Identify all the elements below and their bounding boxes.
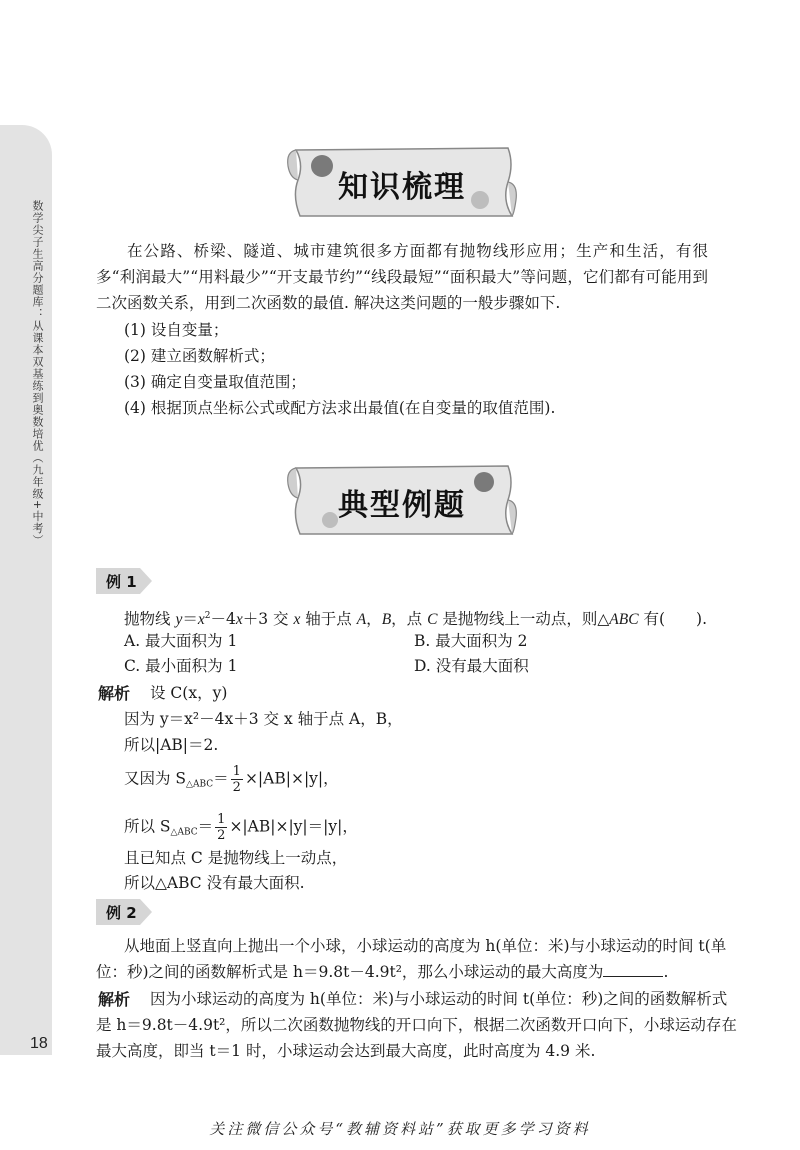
fraction-half: $\frac{1}{2}$ <box>217 812 226 843</box>
example-2-question-line-1: 从地面上竖直向上抛出一个小球，小球运动的高度为 h(单位：米)与小球运动的时间 t(单 <box>124 937 727 955</box>
step-4: (4) 根据顶点坐标公式或配方法求出最值(在自变量的取值范围). <box>124 399 556 417</box>
option-d: D. 没有最大面积 <box>414 657 529 675</box>
analysis-1-line-4: 又因为 $S_{\triangle ABC}=$ $\frac{1}{2}$ ×|AB|×|y|， <box>124 764 339 795</box>
fraction-half: $\frac{1}{2}$ <box>232 764 241 795</box>
step-2: (2) 建立函数解析式； <box>124 347 275 365</box>
example-2-label: 例 2 <box>106 904 137 922</box>
section-title-knowledge: 知识梳理 <box>338 170 466 205</box>
option-c: C. 最小面积为 1 <box>124 657 238 675</box>
analysis-1-line-3: 所以|AB|＝2. <box>124 736 219 754</box>
side-tab <box>0 125 52 1055</box>
intro-paragraph: 在公路、桥梁、隧道、城市建筑很多方面都有抛物线形应用；生产和生活，有很多“利润最大”“用料最少”“开支最节约”“线段最短”“面积最大”等问题，它们都有可能用到二次函数关系，用到二次函数的最值. 解决这类问题的一般步骤如下. <box>96 242 708 312</box>
section-title-examples: 典型例题 <box>338 488 466 523</box>
analysis-label-2: 解析 <box>98 990 131 1009</box>
page-number: 18 <box>30 1035 48 1052</box>
example-2-tag <box>96 899 152 925</box>
section-banner-examples <box>282 462 522 538</box>
analysis-1-line-1: 设 C(x，y) <box>150 684 228 702</box>
example-1-question: 抛物线 $y=x^2-4x+3$ 交 x 轴于点 A，B，点 C 是抛物线上一动点，则△ABC 有( ). <box>124 610 708 628</box>
step-1: (1) 设自变量； <box>124 321 229 339</box>
example-2-question-line-2: 位：秒)之间的函数解析式是 h＝9.8t－4.9t²，那么小球运动的最大高度为 . <box>96 963 669 981</box>
analysis-1-line-5: 所以 $S_{\triangle ABC}=$ $\frac{1}{2}$ ×|AB|×|y|＝|y|， <box>124 812 358 843</box>
analysis-1-line-2: 因为 y＝x²－4x＋3 交 x 轴于点 A，B， <box>124 710 403 728</box>
section-banner-knowledge <box>282 144 522 220</box>
footer-note: 关注微信公众号“教辅资料站”获取更多学习资料 <box>209 1120 591 1138</box>
example-1-tag <box>96 568 152 594</box>
answer-blank <box>603 976 663 977</box>
option-b: B. 最大面积为 2 <box>414 632 528 650</box>
book-title: 数学尖子生高分题库：从课本双基练到奥数培优（九年级+中考） <box>31 200 44 547</box>
example-1-label: 例 1 <box>106 573 137 591</box>
analysis-2-line-2: 是 h＝9.8t－4.9t²，所以二次函数抛物线的开口向下，根据二次函数开口向下，小球运动存在 <box>96 1016 737 1034</box>
analysis-1-line-7: 所以△ABC 没有最大面积. <box>124 874 305 892</box>
option-a: A. 最大面积为 1 <box>124 632 238 650</box>
analysis-2-line-1: 因为小球运动的高度为 h(单位：米)与小球运动的时间 t(单位：秒)之间的函数解析式 <box>150 990 728 1008</box>
analysis-2-line-3: 最大高度，即当 t＝1 时，小球运动会达到最大高度，此时高度为 4.9 米. <box>96 1042 596 1060</box>
step-3: (3) 确定自变量取值范围； <box>124 373 306 391</box>
analysis-label-1: 解析 <box>98 684 131 703</box>
analysis-1-line-6: 且已知点 C 是抛物线上一动点， <box>124 849 348 867</box>
